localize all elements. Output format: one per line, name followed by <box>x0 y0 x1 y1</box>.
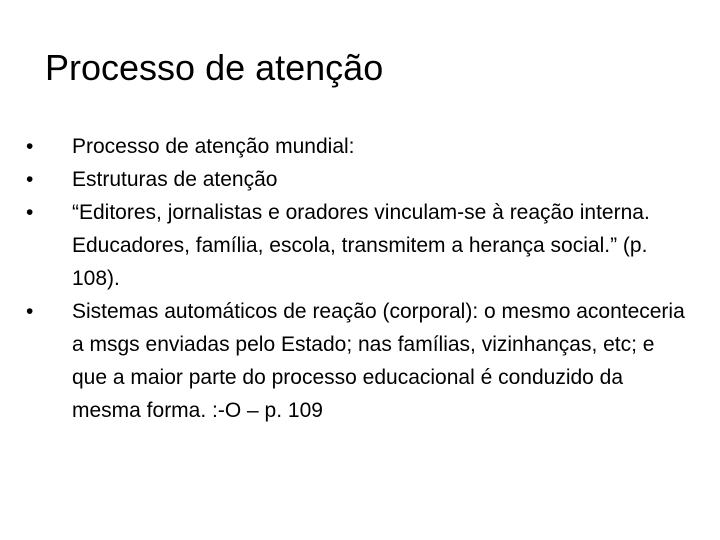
bullet-text: Estruturas de atenção <box>72 168 278 191</box>
bullet-item <box>26 130 686 163</box>
bullet-icon: • <box>26 300 34 323</box>
slide-title: Processo de atenção <box>45 47 384 88</box>
bullet-item <box>26 163 686 196</box>
bullet-text: Sistemas automáticos de reação (corporal): o mesmo aconteceria a msgs enviadas pelo Estado; nas famílias, vizinhanças, etc; e que a maior parte do processo educacional é conduzido da mesma forma. :-O – p. 109 <box>72 300 685 422</box>
bullet-item <box>26 196 686 295</box>
bullet-list <box>26 130 686 427</box>
bullet-icon: • <box>26 135 34 158</box>
bullet-item <box>26 295 686 427</box>
bullet-icon: • <box>26 168 34 191</box>
bullet-icon: • <box>26 201 34 224</box>
bullet-text: Processo de atenção mundial: <box>72 135 355 158</box>
bullet-text: “Editores, jornalistas e oradores vinculam-se à reação interna. Educadores, família, escola, transmitem a herança social.” (p. 108). <box>72 201 650 290</box>
